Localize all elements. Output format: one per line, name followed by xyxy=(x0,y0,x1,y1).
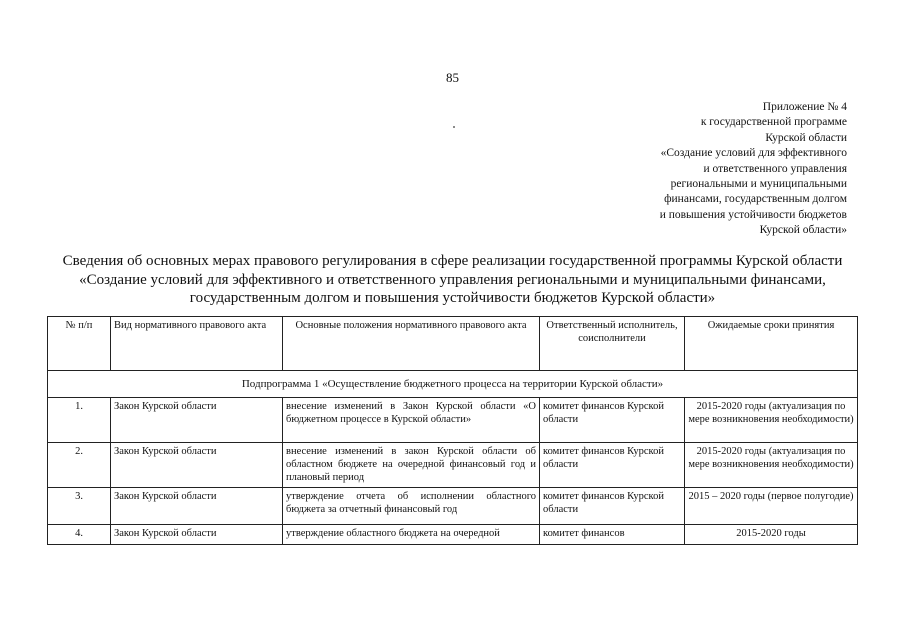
row-act-type: Закон Курской области xyxy=(111,525,283,545)
row-provisions: внесение изменений в Закон Курской области «О бюджетном процессе в Курской области» xyxy=(283,398,540,443)
header-executor: Ответственный исполнитель, соисполнители xyxy=(540,317,685,371)
appendix-line: региональными и муниципальными xyxy=(670,178,847,191)
row-act-type: Закон Курской области xyxy=(111,488,283,525)
appendix-line: «Создание условий для эффективного xyxy=(660,147,847,160)
scan-speck xyxy=(453,126,455,128)
row-executor: комитет финансов Курской области xyxy=(540,398,685,443)
row-provisions: внесение изменений в закон Курской области об областном бюджете на очередной финансовый год и плановый период xyxy=(283,443,540,488)
row-executor: комитет финансов Курской области xyxy=(540,443,685,488)
row-provisions: утверждение отчета об исполнении областного бюджета за отчетный финансовый год xyxy=(283,488,540,525)
row-number: 2. xyxy=(48,443,111,488)
row-term: 2015-2020 годы xyxy=(685,525,858,545)
appendix-line: Курской области xyxy=(765,131,847,144)
row-term: 2015-2020 годы (актуализация по мере возникновения необходимости) xyxy=(685,398,858,443)
appendix-line: финансами, государственным долгом xyxy=(664,193,847,206)
row-act-type: Закон Курской области xyxy=(111,443,283,488)
table-header-row xyxy=(48,317,858,371)
table-row xyxy=(48,525,858,545)
appendix-line: Курской области» xyxy=(759,224,847,237)
page-number: 85 xyxy=(446,70,459,85)
table-row xyxy=(48,488,858,525)
table-row xyxy=(48,398,858,443)
appendix-line: и ответственного управления xyxy=(703,162,847,175)
header-act-type: Вид нормативного правового акта xyxy=(111,317,283,371)
document-title: Сведения об основных мерах правового регулирования в сфере реализации государственной программы Курской области «Создание условий для эффективного и ответственного управления региональными и муниципальными финансами, государственным долгом и повышения устойчивости бюджетов Курской области» xyxy=(62,253,843,306)
row-number: 4. xyxy=(48,525,111,545)
measures-table xyxy=(47,316,858,545)
appendix-line: и повышения устойчивости бюджетов xyxy=(659,208,847,221)
row-number: 3. xyxy=(48,488,111,525)
subprogram-title: Подпрограмма 1 «Осуществление бюджетного процесса на территории Курской области» xyxy=(48,371,858,398)
table-row xyxy=(48,443,858,488)
appendix-line: к государственной программе xyxy=(700,116,847,129)
appendix-line: Приложение № 4 xyxy=(762,101,847,113)
row-number: 1. xyxy=(48,398,111,443)
header-provisions: Основные положения нормативного правового акта xyxy=(283,317,540,371)
row-executor: комитет финансов xyxy=(540,525,685,545)
row-executor: комитет финансов Курской области xyxy=(540,488,685,525)
header-term: Ожидаемые сроки принятия xyxy=(685,317,858,371)
header-number: № п/п xyxy=(48,317,111,371)
row-act-type: Закон Курской области xyxy=(111,398,283,443)
row-provisions: утверждение областного бюджета на очередной xyxy=(283,525,540,545)
appendix-note xyxy=(547,100,847,239)
row-term: 2015 – 2020 годы (первое полугодие) xyxy=(685,488,858,525)
subprogram-row xyxy=(48,371,858,398)
row-term: 2015-2020 годы (актуализация по мере возникновения необходимости) xyxy=(685,443,858,488)
